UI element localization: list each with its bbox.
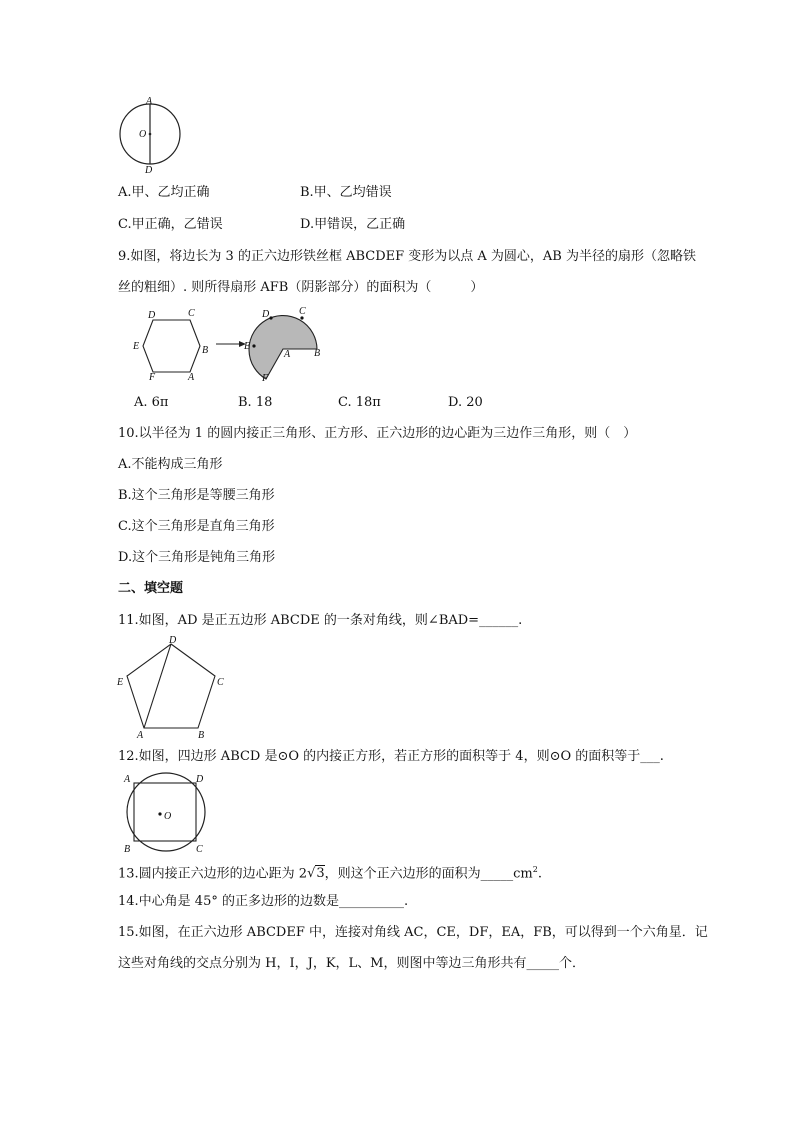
- q13-stem-end: .: [537, 866, 542, 882]
- q9-stem-line2: 丝的粗细）. 则所得扇形 AFB（阴影部分）的面积为（ ）: [118, 280, 484, 295]
- q9-sector-label-a: A: [284, 349, 291, 360]
- q12-label-a: A: [124, 774, 131, 785]
- q9-hex-label-c: C: [188, 308, 195, 319]
- q8-option-a: A.甲、乙均正确: [118, 185, 210, 200]
- q11-stem: 11.如图，AD 是正五边形 ABCDE 的一条对角线，则∠BAD=______.: [118, 613, 523, 628]
- q9-option-a: A. 6π: [134, 395, 169, 410]
- q12-label-d: D: [196, 774, 204, 785]
- q13-sqrt: √3: [307, 866, 325, 882]
- q11-diagonal-ad: [144, 644, 171, 728]
- q9-sector-label-c: C: [299, 306, 306, 317]
- q9-option-c: C. 18π: [338, 395, 381, 410]
- q15-stem-line2: 这些对角线的交点分别为 H，I，J，K，L、M，则图中等边三角形共有_____个．: [118, 956, 585, 971]
- q8-circle-figure: [112, 96, 192, 174]
- q13-unit-exponent: 2: [532, 865, 538, 874]
- q8-option-d: D.甲错误，乙正确: [300, 217, 406, 232]
- q9-hex-label-a: A: [188, 372, 195, 383]
- q13-radicand: 3: [316, 866, 325, 882]
- q9-hex-label-f: F: [149, 372, 156, 383]
- q9-sector-label-f: F: [262, 373, 269, 384]
- q8-label-a: A: [146, 96, 153, 107]
- q12-stem: 12.如图，四边形 ABCD 是⊙O 的内接正方形，若正方形的面积等于 4，则⊙O 的面积等于___.: [118, 749, 664, 764]
- q11-pentagon: [127, 644, 215, 728]
- q9-figure: [128, 304, 332, 384]
- q12-figure: [114, 770, 222, 854]
- q11-label-c: C: [217, 677, 224, 688]
- q11-label-a: A: [137, 730, 144, 741]
- q12-center-dot: [158, 812, 161, 815]
- q13-stem-post: ，则这个正六边形的面积为_____cm: [324, 866, 533, 882]
- q9-hex-label-b: B: [202, 345, 209, 356]
- q14-stem: 14.中心角是 45° 的正多边形的边数是__________.: [118, 894, 409, 909]
- q9-hex-label-d: D: [148, 310, 156, 321]
- q9-hexagon: [143, 320, 200, 372]
- q9-option-b: B. 18: [238, 395, 273, 410]
- q9-option-d: D. 20: [448, 395, 483, 410]
- q9-dot-e: [252, 344, 255, 347]
- q10-option-a: A.不能构成三角形: [118, 457, 223, 472]
- q11-pentagon-figure: [114, 634, 234, 742]
- q12-label-b: B: [124, 844, 131, 854]
- section-heading-fill-in: 二、填空题: [118, 581, 184, 596]
- q12-label-c: C: [196, 844, 203, 854]
- q12-label-o: O: [164, 811, 172, 822]
- q10-option-c: C.这个三角形是直角三角形: [118, 519, 275, 534]
- q8-option-b: B.甲、乙均错误: [300, 185, 392, 200]
- q9-sector-label-e: E: [244, 341, 251, 352]
- q15-stem-line1: 15.如图，在正六边形 ABCDEF 中，连接对角线 AC，CE，DF，EA，FB，可以得到一个六角星．记: [118, 925, 708, 940]
- q9-sector-label-b: B: [314, 348, 321, 359]
- q11-label-e: E: [117, 677, 124, 688]
- q9-sector-label-d: D: [262, 309, 270, 320]
- q8-option-c: C.甲正确，乙错误: [118, 217, 223, 232]
- q9-hex-label-e: E: [133, 341, 140, 352]
- q9-dot-d: [269, 316, 272, 319]
- q9-sector: [249, 316, 317, 379]
- q9-stem-line1: 9.如图，将边长为 3 的正六边形铁丝框 ABCDEF 变形为以点 A 为圆心，AB 为半径的扇形（忽略铁: [118, 249, 696, 264]
- q10-option-d: D.这个三角形是钝角三角形: [118, 550, 276, 565]
- q10-stem: 10.以半径为 1 的圆内接正三角形、正方形、正六边形的边心距为三边作三角形，则（ ）: [118, 426, 637, 441]
- q8-label-d: D: [145, 165, 153, 174]
- q8-label-o: O: [139, 129, 147, 140]
- q13-stem: [118, 861, 542, 883]
- q8-center-dot: [149, 133, 152, 136]
- q11-label-b: B: [198, 730, 205, 741]
- q11-label-d: D: [169, 635, 177, 646]
- q13-stem-pre: 13.圆内接正六边形的边心距为 2: [118, 866, 308, 882]
- q10-option-b: B.这个三角形是等腰三角形: [118, 488, 275, 503]
